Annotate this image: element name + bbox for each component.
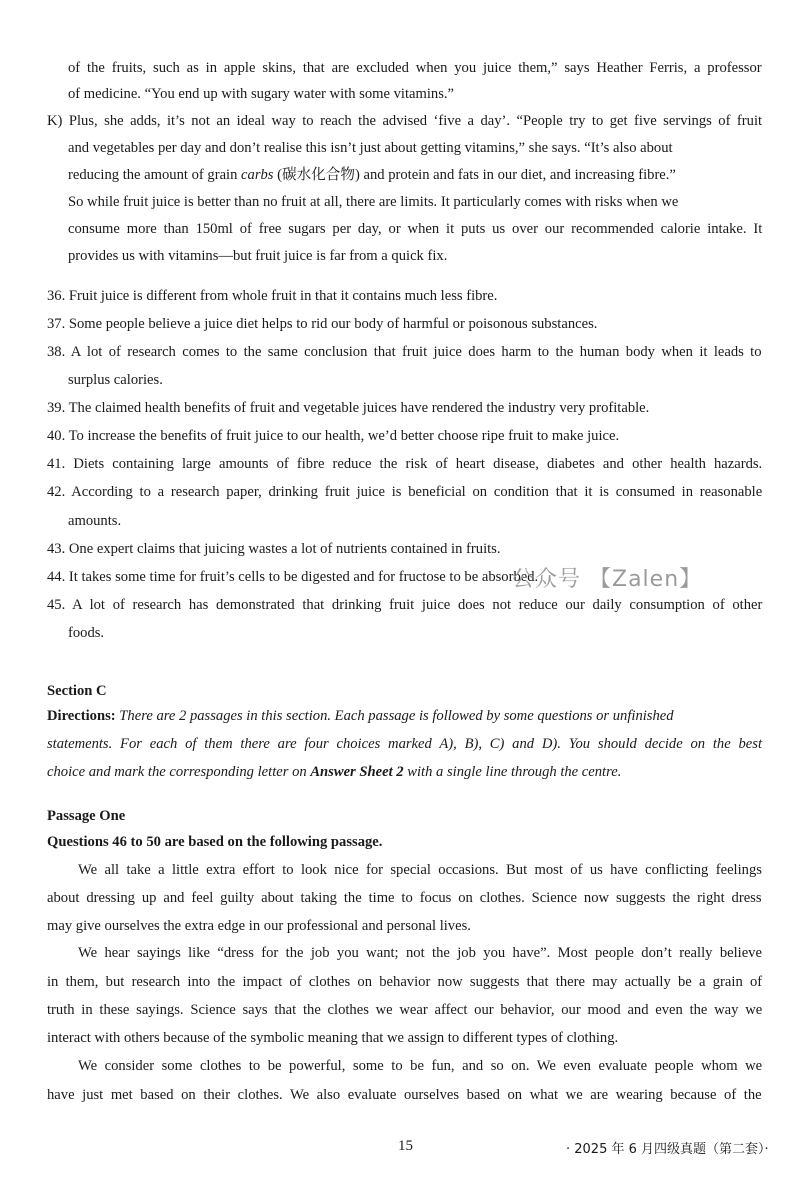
passage-line: provides us with vitamins—but fruit juice is far from a quick fix. — [68, 248, 448, 264]
directions-text: There are 2 passages in this section. Each passage is followed by some questions or unfinished — [119, 708, 674, 724]
passage-line: of the fruits, such as in apple skins, that are excluded when you juice them,” says Heather Ferris, a professor — [68, 60, 762, 76]
passage-subheading: Questions 46 to 50 are based on the following passage. — [47, 834, 383, 850]
passage-line: and vegetables per day and don’t realise this isn’t just about getting vitamins,” she says. “It’s also about — [68, 140, 673, 156]
passage-heading: Passage One — [47, 808, 126, 824]
question-45-cont: foods. — [68, 625, 105, 641]
section-heading: Section C — [47, 683, 107, 699]
directions-line — [47, 706, 674, 726]
passage-line: of medicine. “You end up with sugary water with some vitamins.” — [68, 86, 454, 102]
directions-text: with a single line through the centre. — [403, 764, 622, 780]
answer-sheet-label: Answer Sheet 2 — [310, 764, 404, 780]
passage-line: consume more than 150ml of free sugars per day, or when it puts us over our recommended calorie intake. It — [68, 221, 763, 237]
passage-text: reducing the amount of grain — [68, 167, 242, 183]
question-42-cont: amounts. — [68, 513, 122, 529]
question-37: 37. Some people believe a juice diet helps to rid our body of harmful or poisonous substances. — [47, 316, 598, 332]
italic-term: carbs — [241, 167, 274, 183]
passage-line: may give ourselves the extra edge in our professional and personal lives. — [47, 918, 471, 934]
passage-line: in them, but research into the impact of clothes on behavior now suggests that there may actually be a grain of — [47, 974, 763, 990]
passage-line: We consider some clothes to be powerful, some to be fun, and so on. We even evaluate people whom we — [78, 1058, 763, 1074]
passage-line: So while fruit juice is better than no fruit at all, there are limits. It particularly comes with risks when we — [68, 194, 679, 210]
passage-line: We all take a little extra effort to look nice for special occasions. But most of us have conflicting feelings — [78, 862, 762, 878]
question-39: 39. The claimed health benefits of fruit and vegetable juices have rendered the industry very profitable. — [47, 400, 650, 416]
passage-text: (碳水化合物) and protein and fats in our diet, and increasing fibre.” — [273, 167, 676, 183]
paragraph-k-line: K) Plus, she adds, it’s not an ideal way to reach the advised ‘five a day’. “People try to get five servings of fruit — [47, 113, 763, 129]
question-45: 45. A lot of research has demonstrated that drinking fruit juice does not reduce our daily consumption of other — [47, 597, 763, 613]
question-38-cont: surplus calories. — [68, 372, 163, 388]
passage-line: about dressing up and feel guilty about taking the time to focus on clothes. Science now suggests the right dress — [47, 890, 762, 906]
question-43: 43. One expert claims that juicing wastes a lot of nutrients contained in fruits. — [47, 541, 501, 557]
directions-label: Directions: — [47, 708, 116, 724]
question-41: 41. Diets containing large amounts of fibre reduce the risk of heart disease, diabetes and other health hazards. — [47, 456, 763, 472]
question-42: 42. According to a research paper, drinking fruit juice is beneficial on condition that it is consumed in reasonable — [47, 484, 763, 500]
passage-line: interact with others because of the symbolic meaning that we assign to different types of clothing. — [47, 1030, 619, 1046]
page-number: 15 — [398, 1138, 413, 1154]
exam-footer: · 2025 年 6 月四级真题（第二套）· — [566, 1142, 769, 1157]
question-38: 38. A lot of research comes to the same conclusion that fruit juice does harm to the human body when it leads to — [47, 344, 762, 360]
directions-text: choice and mark the corresponding letter on — [47, 764, 311, 780]
passage-line: have just met based on their clothes. We also evaluate ourselves based on what we are wearing because of the — [47, 1087, 762, 1103]
question-36: 36. Fruit juice is different from whole fruit in that it contains much less fibre. — [47, 288, 498, 304]
question-44: 44. It takes some time for fruit’s cells to be digested and for fructose to be absorbed. — [47, 569, 539, 585]
passage-line: We hear sayings like “dress for the job you want; not the job you have”. Most people don’t really believe — [78, 945, 762, 961]
directions-line — [47, 762, 621, 782]
directions-line: statements. For each of them there are four choices marked A), B), C) and D). You should decide on the best — [47, 736, 763, 752]
passage-line: truth in these sayings. Science says that the clothes we wear affect our behavior, our mood and even the way we — [47, 1002, 763, 1018]
passage-line — [68, 165, 676, 185]
watermark: 公众号 【Zalen】 — [512, 567, 703, 592]
question-40: 40. To increase the benefits of fruit juice to our health, we’d better choose ripe fruit to make juice. — [47, 428, 620, 444]
